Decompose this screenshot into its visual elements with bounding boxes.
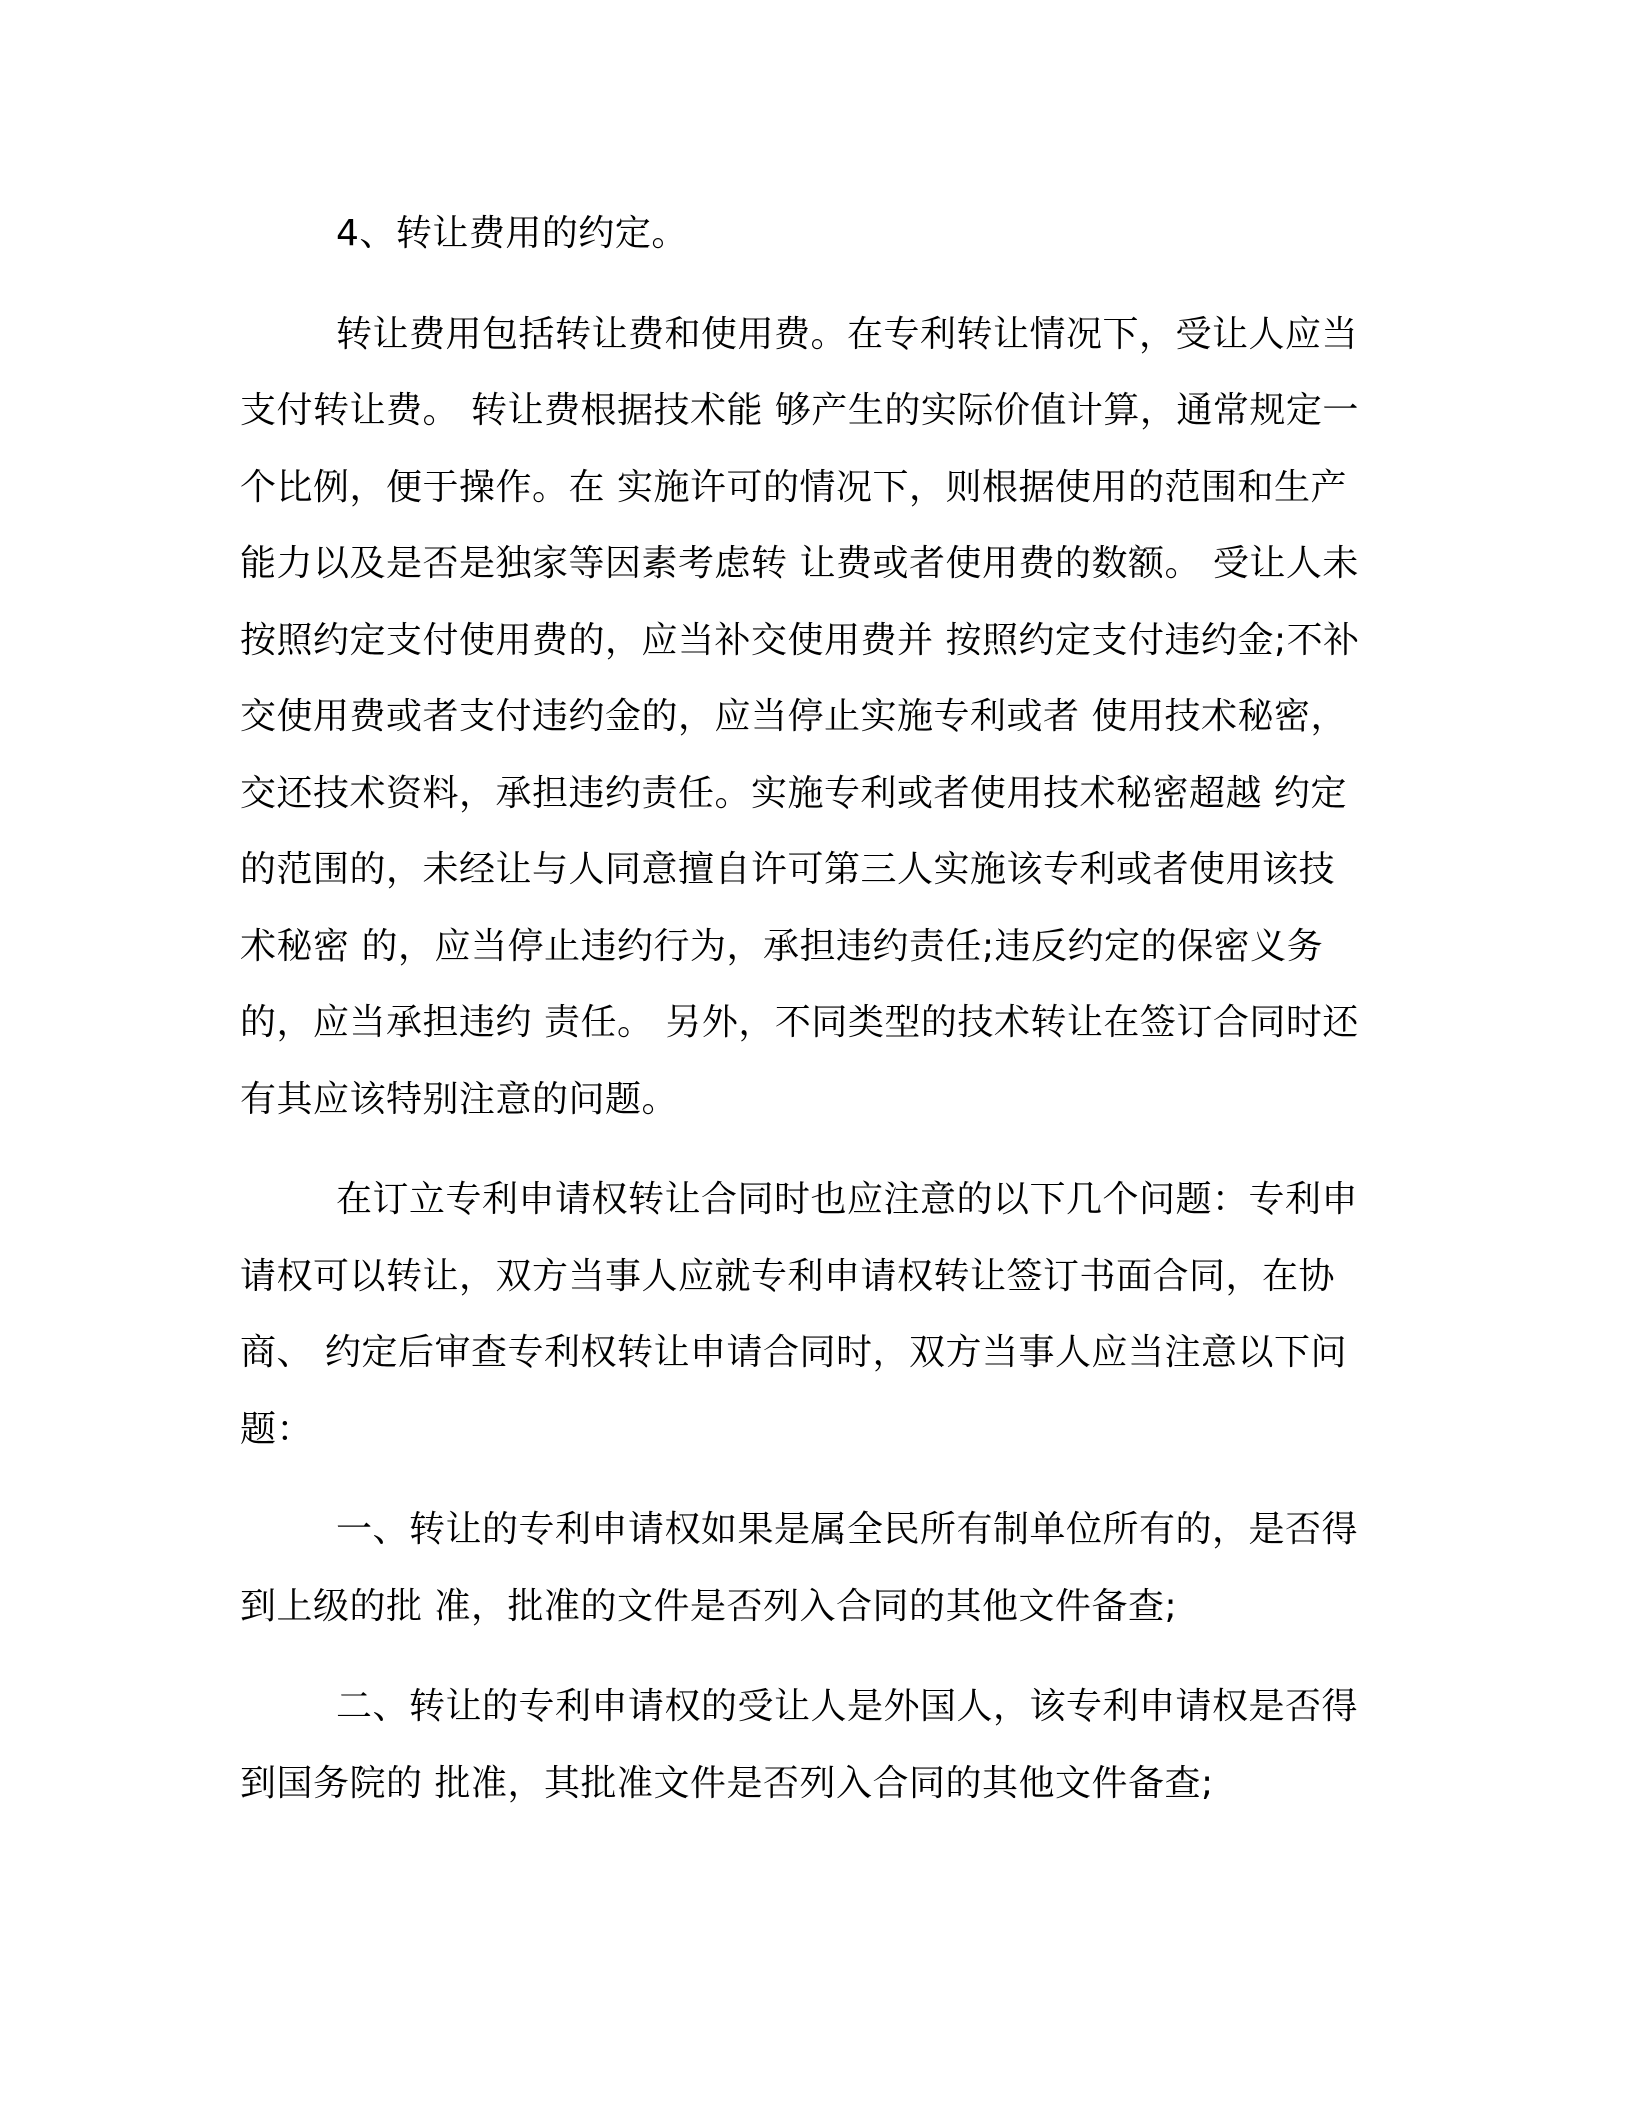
section-heading: 4、转让费用的约定。 [336,213,688,254]
paragraph-item-one: 一、转让的专利申请权如果是属全民所有制单位所有的，是否得到上级的批 准，批准的文件是否列入合同的其他文件备查; [240,1509,1359,1627]
paragraph-application-right-issues: 在订立专利申请权转让合同时也应注意的以下几个问题：专利申请权可以转让，双方当事人应就专利申请权转让签订书面合同，在协商、 约定后审查专利权转让申请合同时，双方当事人应当注意以下问题： [240,1179,1359,1450]
paragraph-item-two: 二、转让的专利申请权的受让人是外国人，该专利申请权是否得到国务院的 批准，其批准文件是否列入合同的其他文件备查; [240,1686,1359,1804]
paragraph-transfer-fees: 转让费用包括转让费和使用费。在专利转让情况下，受让人应当支付转让费。 转让费根据技术能 够产生的实际价值计算，通常规定一个比例，便于操作。在 实施许可的情况下，则根据使用的范围和生产能力以及是否是独家等因素考虑转 让费或者使用费的数额。 受让人未按照约定支付使用费的，应当补交使用费并 按照约定支付违约金;不补交使用费或者支付违约金的，应当停止实施专利或者 使用技术秘密，交还技术资料，承担违约责任。实施专利或者使用技术秘密超越 约定的范围的，未经让与人同意擅自许可第三人实施该专利或者使用该技术秘密 的，应当停止违约行为，承担违约责任;违反约定的保密义务的，应当承担违约 责任。 另外，不同类型的技术转让在签订合同时还有其应该特别注意的问题。 [240,313,1360,1120]
